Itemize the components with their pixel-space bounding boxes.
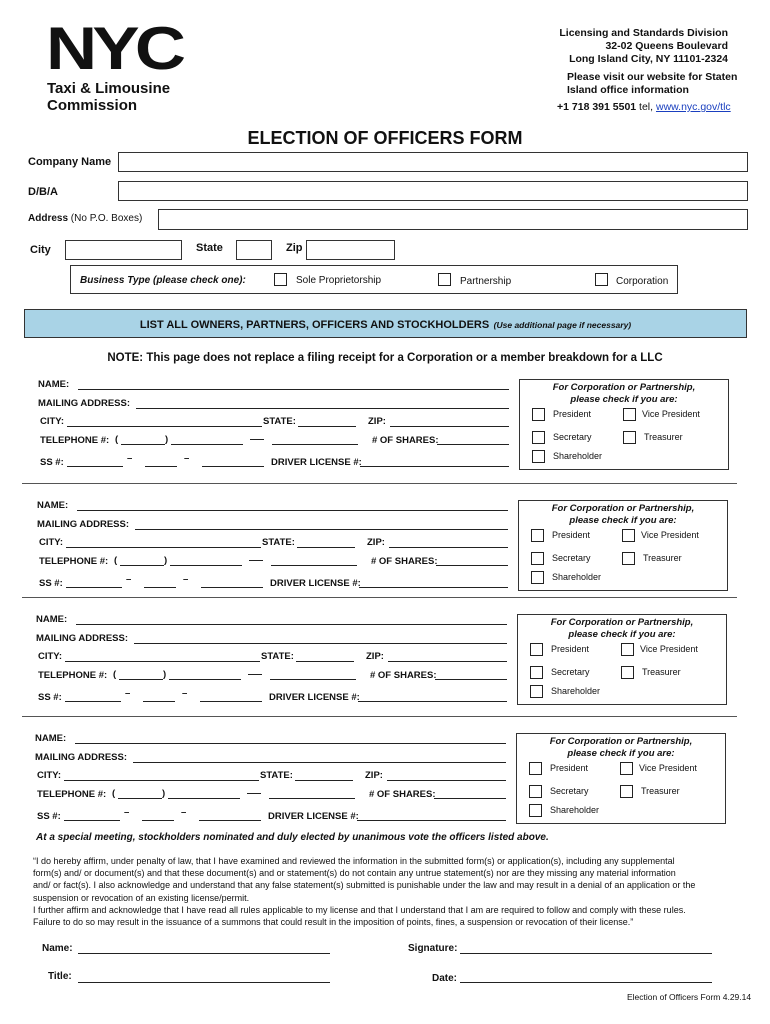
secretary-label: Secretary — [553, 432, 592, 442]
zip-field[interactable] — [388, 661, 507, 662]
role-header-line-2: please check if you are: — [570, 394, 678, 405]
treasurer-label: Treasurer — [644, 432, 683, 442]
shareholder-label: Shareholder — [552, 572, 602, 582]
zip-field[interactable] — [390, 426, 509, 427]
state-label: STATE: — [261, 651, 294, 662]
zip-label: Zip — [286, 242, 303, 254]
ssn-dash: – — [182, 688, 188, 699]
ssn-part3-field[interactable] — [201, 587, 263, 588]
area-code-close-paren: ) — [162, 788, 166, 799]
shareholder-label: Shareholder — [550, 805, 600, 815]
mailing-address-field[interactable] — [136, 408, 509, 409]
sole-proprietorship-checkbox[interactable] — [274, 273, 287, 286]
secretary-label: Secretary — [551, 667, 590, 677]
block-separator — [22, 716, 737, 717]
ssn-label: SS #: — [40, 457, 64, 468]
vice-president-label: Vice President — [641, 530, 699, 540]
zip-field[interactable] — [387, 780, 506, 781]
visit-line-2: Island office information — [567, 84, 689, 96]
name-label: NAME: — [37, 500, 69, 511]
city-field[interactable] — [64, 780, 259, 781]
role-checkbox-group — [517, 614, 727, 705]
state-label: STATE: — [262, 537, 295, 548]
nyc-logo: NYC — [46, 15, 182, 82]
city-field[interactable] — [66, 547, 261, 548]
city-label: City — [30, 244, 51, 256]
zip-label: ZIP: — [365, 770, 383, 781]
treasurer-label: Treasurer — [642, 667, 681, 677]
area-code-field[interactable] — [121, 444, 165, 445]
phone-number: +1 718 391 5501 — [557, 101, 637, 113]
phone-prefix-field[interactable] — [168, 798, 240, 799]
date-label: Date: — [432, 973, 458, 984]
date-field[interactable] — [460, 982, 712, 983]
ssn-label: SS #: — [37, 811, 61, 822]
role-header-line-2: please check if you are: — [567, 748, 675, 759]
sole-proprietorship-label: Sole Proprietorship — [296, 275, 382, 286]
ssn-dash: – — [183, 574, 189, 585]
state-field[interactable] — [236, 240, 272, 260]
affirmation-text — [33, 855, 748, 928]
zip-label: ZIP: — [368, 416, 386, 427]
treasurer-checkbox[interactable] — [622, 552, 635, 565]
banner-main-text: LIST ALL OWNERS, PARTNERS, OFFICERS AND STOCKHOLDERS — [139, 319, 490, 331]
signer-name-label: Name: — [42, 943, 73, 954]
phone-line-field[interactable] — [272, 444, 358, 445]
form-version-footer: Election of Officers Form 4.29.14 — [627, 992, 752, 1002]
treasurer-checkbox[interactable] — [621, 666, 634, 679]
driver-license-field[interactable] — [357, 820, 506, 821]
role-checkbox-group — [519, 379, 729, 470]
mailing-address-label: MAILING ADDRESS: — [38, 398, 131, 409]
ssn-part3-field[interactable] — [202, 466, 264, 467]
zip-label: ZIP: — [366, 651, 384, 662]
logo-line-1: Taxi & Limousine — [47, 80, 171, 97]
role-header-line-2: please check if you are: — [568, 629, 676, 640]
shares-field[interactable] — [436, 565, 508, 566]
phone-line-field[interactable] — [269, 798, 355, 799]
secretary-checkbox[interactable] — [529, 785, 542, 798]
block-separator — [22, 483, 737, 484]
partnership-label: Partnership — [460, 276, 512, 287]
president-label: President — [550, 763, 589, 773]
affirmation-line: form(s) and/ or document(s) and that these document(s) and or statement(s) do not contain any untrue statement(s) nor are they missing any material information — [33, 868, 676, 879]
area-code-open-paren: ( — [112, 788, 116, 799]
role-header-line-1: For Corporation or Partnership, — [551, 503, 695, 514]
ssn-dash: – — [124, 807, 130, 818]
phone-prefix-field[interactable] — [170, 565, 242, 566]
president-checkbox[interactable] — [532, 408, 545, 421]
ssn-part1-field[interactable] — [66, 587, 122, 588]
shareholder-checkbox[interactable] — [532, 450, 545, 463]
state-field[interactable] — [298, 426, 356, 427]
vice-president-checkbox[interactable] — [622, 529, 635, 542]
partnership-checkbox[interactable] — [438, 273, 451, 286]
ssn-part1-field[interactable] — [65, 701, 121, 702]
role-checkbox-group — [516, 733, 726, 824]
president-checkbox[interactable] — [529, 762, 542, 775]
affirmation-line: I further affirm and acknowledge that I have read all rules applicable to my license and that I understand that I am are required to follow and comply with these rules. — [33, 904, 686, 915]
area-code-close-paren: ) — [164, 555, 168, 566]
mailing-address-label: MAILING ADDRESS: — [37, 519, 130, 530]
phone-line-field[interactable] — [271, 565, 357, 566]
driver-license-label: DRIVER LICENSE #: — [271, 457, 362, 468]
area-code-close-paren: ) — [163, 669, 167, 680]
division-name: Licensing and Standards Division — [559, 27, 728, 39]
president-checkbox[interactable] — [531, 529, 544, 542]
telephone-label: TELEPHONE #: — [40, 435, 110, 446]
shareholder-checkbox[interactable] — [531, 571, 544, 584]
address-note: (No P.O. Boxes) — [70, 213, 143, 224]
agency-address — [559, 27, 728, 66]
vice-president-checkbox[interactable] — [620, 762, 633, 775]
area-code-field[interactable] — [118, 798, 162, 799]
phone-prefix-field[interactable] — [171, 444, 243, 445]
shares-label: # OF SHARES: — [371, 556, 438, 567]
ssn-dash: – — [181, 807, 187, 818]
website-link[interactable]: www.nyc.gov/tlc — [655, 101, 731, 113]
zip-label: ZIP: — [367, 537, 385, 548]
ssn-dash: – — [125, 688, 131, 699]
state-label: STATE: — [260, 770, 293, 781]
business-type-label: Business Type (please check one): — [80, 275, 246, 286]
area-code-open-paren: ( — [114, 555, 118, 566]
corporation-checkbox[interactable] — [595, 273, 608, 286]
driver-license-field[interactable] — [359, 587, 508, 588]
affirmation-line: suspension or revocation of an existing license/permit. — [33, 892, 250, 903]
mailing-address-field[interactable] — [133, 762, 506, 763]
driver-license-label: DRIVER LICENSE #: — [270, 578, 361, 589]
role-header-line-1: For Corporation or Partnership, — [549, 736, 693, 747]
state-field[interactable] — [297, 547, 355, 548]
ssn-part2-field[interactable] — [144, 587, 176, 588]
shareholder-label: Shareholder — [551, 686, 601, 696]
affirmation-line: “I do hereby affirm, under penalty of law, that I have examined and reviewed the information in the submitted form(s) or application(s), including any supplemental — [33, 856, 675, 866]
ssn-dash: – — [126, 574, 132, 585]
banner-note-text: (Use additional page if necessary) — [493, 320, 632, 330]
ssn-label: SS #: — [38, 692, 62, 703]
phone-line-field[interactable] — [270, 679, 356, 680]
secretary-label: Secretary — [550, 786, 589, 796]
treasurer-checkbox[interactable] — [623, 431, 636, 444]
corporation-label: Corporation — [616, 276, 669, 287]
ssn-label: SS #: — [39, 578, 63, 589]
vice-president-label: Vice President — [640, 644, 698, 654]
state-label: STATE: — [263, 416, 296, 427]
ssn-part1-field[interactable] — [67, 466, 123, 467]
name-label: NAME: — [38, 379, 70, 390]
secretary-checkbox[interactable] — [530, 666, 543, 679]
visit-line-1: Please visit our website for Staten — [567, 71, 738, 83]
contact-line — [557, 101, 731, 113]
shares-label: # OF SHARES: — [370, 670, 437, 681]
shares-label: # OF SHARES: — [372, 435, 439, 446]
area-code-field[interactable] — [119, 679, 163, 680]
secretary-checkbox[interactable] — [532, 431, 545, 444]
shareholder-checkbox[interactable] — [529, 804, 542, 817]
phone-prefix-field[interactable] — [169, 679, 241, 680]
role-header-line-1: For Corporation or Partnership, — [550, 617, 694, 628]
mailing-address-field[interactable] — [135, 529, 508, 530]
mailing-address-label: MAILING ADDRESS: — [36, 633, 129, 644]
name-label: NAME: — [36, 614, 68, 625]
ssn-part1-field[interactable] — [64, 820, 120, 821]
role-header-line-1: For Corporation or Partnership, — [552, 382, 696, 393]
name-field[interactable] — [76, 624, 507, 625]
zip-field[interactable] — [389, 547, 508, 548]
name-field[interactable] — [77, 510, 508, 511]
address-field[interactable] — [158, 209, 748, 230]
shares-field[interactable] — [434, 798, 506, 799]
shares-field[interactable] — [435, 679, 507, 680]
city-label: CITY: — [37, 770, 62, 781]
driver-license-field[interactable] — [358, 701, 507, 702]
telephone-label: TELEPHONE #: — [37, 789, 107, 800]
affirmation-line: and/ or fact(s). I also acknowledge and understand that any false statement(s) submitted is punishable under the law and may result in a denial of an application or the — [33, 880, 696, 891]
shares-field[interactable] — [437, 444, 509, 445]
secretary-checkbox[interactable] — [531, 552, 544, 565]
area-code-open-paren: ( — [115, 434, 119, 445]
city-field[interactable] — [65, 661, 260, 662]
ssn-part2-field[interactable] — [142, 820, 174, 821]
city-state-zip: Long Island City, NY 11101-2324 — [569, 53, 728, 65]
signer-name-field[interactable] — [78, 953, 330, 954]
name-field[interactable] — [75, 743, 506, 744]
treasurer-label: Treasurer — [643, 553, 682, 563]
phone-dash — [250, 439, 264, 440]
staten-island-note — [567, 71, 737, 97]
state-field[interactable] — [295, 780, 353, 781]
shareholder-label: Shareholder — [553, 451, 603, 461]
phone-dash — [247, 793, 261, 794]
driver-license-label: DRIVER LICENSE #: — [268, 811, 359, 822]
street-address: 32-02 Queens Boulevard — [605, 40, 728, 52]
city-label: CITY: — [40, 416, 65, 427]
ssn-dash: – — [184, 453, 190, 464]
shares-label: # OF SHARES: — [369, 789, 436, 800]
owners-banner — [24, 309, 747, 338]
dba-field[interactable] — [118, 181, 748, 201]
mailing-address-field[interactable] — [134, 643, 507, 644]
president-label: President — [551, 644, 590, 654]
form-title: ELECTION OF OFFICERS FORM — [247, 128, 523, 148]
affirmation-line: Failure to do so may result in the issuance of a summons that could result in the imposition of points, fines, a suspension or revocation of their license.” — [33, 917, 634, 928]
state-label: State — [196, 242, 223, 254]
phone-dash — [248, 674, 262, 675]
president-label: President — [553, 409, 592, 419]
president-checkbox[interactable] — [530, 643, 543, 656]
area-code-field[interactable] — [120, 565, 164, 566]
phone-dash — [249, 560, 263, 561]
name-field[interactable] — [78, 389, 509, 390]
address-label-text: Address — [28, 213, 69, 224]
zip-field[interactable] — [306, 240, 395, 260]
company-name-field[interactable] — [118, 152, 748, 172]
city-field[interactable] — [65, 240, 182, 260]
ssn-dash: – — [127, 453, 133, 464]
block-separator — [22, 597, 737, 598]
ssn-part3-field[interactable] — [199, 820, 261, 821]
signer-title-field[interactable] — [78, 982, 330, 983]
signer-title-label: Title: — [48, 971, 72, 982]
logo-line-2: Commission — [47, 97, 138, 114]
tel-label: tel, — [639, 101, 654, 113]
president-label: President — [552, 530, 591, 540]
meeting-statement: At a special meeting, stockholders nominated and duly elected by unanimous vote the officers listed above. — [36, 832, 549, 843]
secretary-label: Secretary — [552, 553, 591, 563]
address-label — [28, 213, 142, 224]
signature-label: Signature: — [408, 943, 458, 954]
vice-president-label: Vice President — [639, 763, 697, 773]
treasurer-label: Treasurer — [641, 786, 680, 796]
treasurer-checkbox[interactable] — [620, 785, 633, 798]
city-label: CITY: — [39, 537, 64, 548]
ssn-part2-field[interactable] — [143, 701, 175, 702]
state-field[interactable] — [296, 661, 354, 662]
shareholder-checkbox[interactable] — [530, 685, 543, 698]
role-header-line-2: please check if you are: — [569, 515, 677, 526]
telephone-label: TELEPHONE #: — [39, 556, 109, 567]
signature-field[interactable] — [460, 953, 712, 954]
telephone-label: TELEPHONE #: — [38, 670, 108, 681]
city-label: CITY: — [38, 651, 63, 662]
filing-note: NOTE: This page does not replace a filing receipt for a Corporation or a member breakdown for a LLC — [107, 352, 663, 364]
driver-license-label: DRIVER LICENSE #: — [269, 692, 360, 703]
ssn-part3-field[interactable] — [200, 701, 262, 702]
dba-label: D/B/A — [28, 186, 58, 198]
city-field[interactable] — [67, 426, 262, 427]
name-label: NAME: — [35, 733, 67, 744]
ssn-part2-field[interactable] — [145, 466, 177, 467]
driver-license-field[interactable] — [360, 466, 509, 467]
vice-president-checkbox[interactable] — [621, 643, 634, 656]
vice-president-label: Vice President — [642, 409, 700, 419]
role-checkbox-group — [518, 500, 728, 591]
vice-president-checkbox[interactable] — [623, 408, 636, 421]
area-code-open-paren: ( — [113, 669, 117, 680]
company-name-label: Company Name — [28, 156, 112, 168]
mailing-address-label: MAILING ADDRESS: — [35, 752, 128, 763]
area-code-close-paren: ) — [165, 434, 169, 445]
